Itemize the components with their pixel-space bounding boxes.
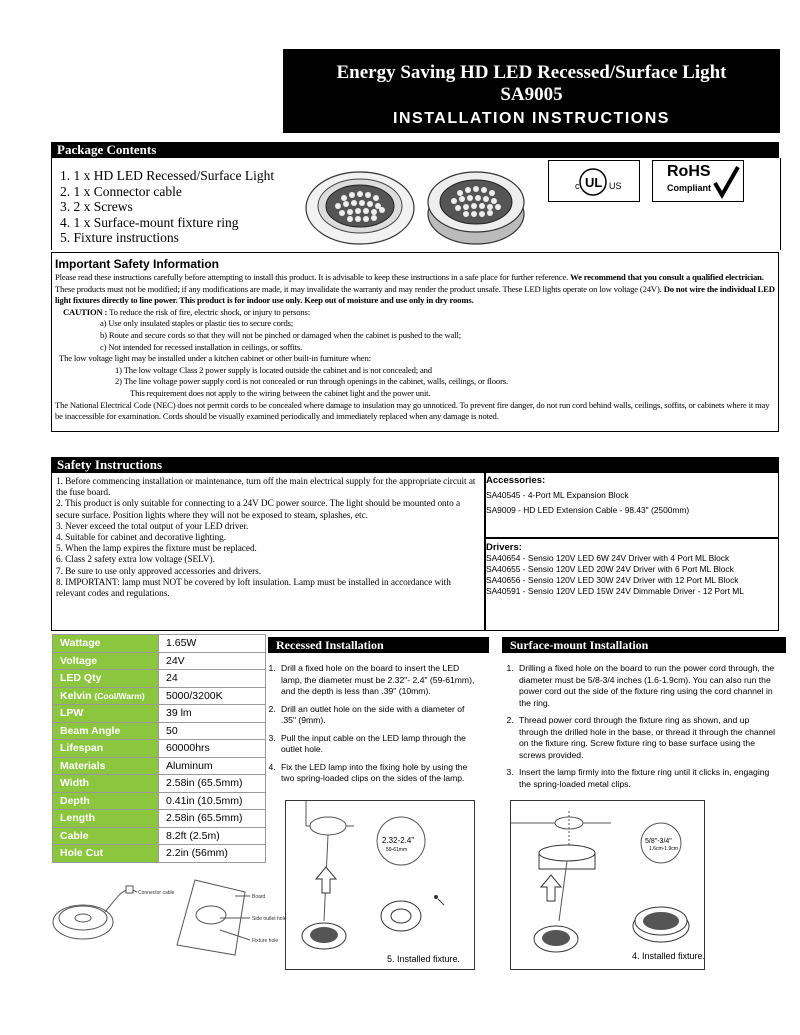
model-number: SA9005 <box>500 84 563 105</box>
list-item: 2. 1 x Connector cable <box>60 183 182 199</box>
fixture-photos <box>304 162 534 250</box>
spec-label: Depth <box>53 792 159 810</box>
table-row <box>53 810 266 828</box>
table-row <box>53 740 266 758</box>
list-item: 2. Drill an outlet hole on the side with a diameter of .35" (9mm). <box>278 704 480 727</box>
safety-intro: Please read these instructions carefully before attempting to install this product. It is advisable to keep these instructions in a safe place for further reference. We recommend that you consult a qualified electrician. These products must not be modified; if any modifications are made, it may invalidate the warranty and may render the product unsafe. These LED lights operate on low voltage (24V). Do not wire the individual LED light fixtures directly to line power. This product is for indoor use only. Keep out of moisture and use only in dry rooms. <box>55 272 775 306</box>
rohs-compliant-label: Compliant <box>667 183 711 193</box>
spec-label: Kelvin (Cool/Warm) <box>53 687 159 705</box>
spec-value: 1.65W <box>159 635 266 653</box>
list-item: 3. 2 x Screws <box>60 199 133 214</box>
list-item: 5. Fixture instructions <box>60 230 179 245</box>
rohs-label: RoHS <box>667 163 711 180</box>
spec-value: 24 <box>159 670 266 688</box>
list-item: 3. Insert the lamp firmly into the fixture ring until it clicks in, engaging the spring-loaded metal clips. <box>516 767 780 790</box>
recessed-installation-heading: Recessed Installation <box>268 637 489 653</box>
safety-information-text <box>55 272 775 423</box>
svg-text:c: c <box>575 181 580 191</box>
spec-value: Aluminum <box>159 757 266 775</box>
svg-text:US: US <box>609 181 622 191</box>
table-row <box>53 687 266 705</box>
page-subtitle: INSTALLATION INSTRUCTIONS <box>393 110 670 127</box>
list-item: SA40545 - 4-Port ML Expansion Block <box>486 490 629 500</box>
list-item: 4. 1 x Surface-mount fixture ring <box>60 214 239 230</box>
hole-diameter-cm-label: 1.6cm-1.9cm <box>649 846 678 852</box>
rohs-compliant-badge <box>652 160 744 202</box>
spec-value: 2.2in (56mm) <box>159 845 266 863</box>
safety-information-section <box>51 252 779 432</box>
spec-value: 0.41in (10.5mm) <box>159 792 266 810</box>
table-row <box>53 722 266 740</box>
fixture-photo-surface <box>428 172 524 244</box>
table-row <box>53 827 266 845</box>
spec-value: 8.2ft (2.5m) <box>159 827 266 845</box>
svg-text:UL: UL <box>585 175 603 190</box>
spec-label: Beam Angle <box>53 722 159 740</box>
side-outlet-hole-label: Side outlet hole <box>252 916 287 922</box>
table-row <box>53 705 266 723</box>
caution-item: a) Use only insulated staples or plastic ties to secure cords; <box>100 318 294 329</box>
spec-value: 50 <box>159 722 266 740</box>
spec-value: 60000hrs <box>159 740 266 758</box>
page-title: Energy Saving HD LED Recessed/Surface Light <box>336 62 727 83</box>
fixture-hole-label: Fixture hole <box>252 938 279 944</box>
list-item: 1. Drilling a fixed hole on the board to run the power cord through, the diameter must be 5/8-3/4 inches (1.6-1.9cm). You can also run the power cord out the side of the fixture ring using the cord channel in the ring. <box>516 663 780 709</box>
list-item: 1. Before commencing installation or maintenance, turn off the main electrical supply for the appropriate circuit at the fuse board. <box>56 477 476 499</box>
list-item: SA40654 - Sensio 120V LED 6W 24V Driver with 4 Port ML Block <box>486 553 730 563</box>
low-voltage-line: The low voltage light may be installed under a kitchen cabinet or other built-in furniture when: <box>59 353 371 364</box>
lamp-with-cable-drawing <box>53 886 137 939</box>
recessed-illustration <box>285 800 475 970</box>
divider <box>484 537 779 539</box>
ul-cert-logo <box>548 160 640 202</box>
surface-caption: 4. Installed fixture. <box>632 951 706 961</box>
table-row <box>53 792 266 810</box>
package-contents-heading: Package Contents <box>51 142 779 158</box>
connector-cable-label: Connector cable <box>138 890 175 896</box>
ul-listed-icon <box>549 161 638 200</box>
hole-diameter-label: 5/8"-3/4" <box>645 838 672 845</box>
spec-label: Wattage <box>53 635 159 653</box>
low-voltage-note: This requirement does not apply to the wiring between the cabinet light and the power unit. <box>130 387 431 398</box>
wiring-diagram <box>45 870 287 965</box>
package-list <box>60 168 274 246</box>
list-item: 1. 1 x HD LED Recessed/Surface Light <box>60 168 275 183</box>
recessed-steps <box>266 663 480 791</box>
list-item: SA9009 - HD LED Extension Cable - 98.43" (2500mm) <box>486 505 690 515</box>
table-row <box>53 635 266 653</box>
drivers-title: Drivers: <box>486 542 522 553</box>
spec-value: 24V <box>159 652 266 670</box>
table-row <box>53 652 266 670</box>
hole-diameter-label: 2.32-2.4" <box>382 836 415 845</box>
spec-label: Lifespan <box>53 740 159 758</box>
surface-steps <box>504 663 780 796</box>
list-item: 7. Be sure to use only approved accessories and drivers. <box>56 566 262 577</box>
safety-information-title: Important Safety Information <box>55 257 220 271</box>
spec-label: Cable <box>53 827 159 845</box>
spec-value: 39 lm <box>159 705 266 723</box>
low-voltage-item: 2) The line voltage power supply cord is not concealed or run through openings in the cabinet, walls, ceilings, or floors. <box>115 376 508 387</box>
nec-note: The National Electrical Code (NEC) does not permit cords to be concealed where damage to insulation may go unnoticed. To prevent fire danger, do not run cord behind walls, ceilings, soffits, or cabinets where it may be inaccessible for examination. Cords should be visually examined periodically and immediately replaced when any damage is noted. <box>55 399 770 422</box>
caution-item: b) Route and secure cords so that they will not be pinched or damaged when the cabinet is pushed to the wall; <box>100 329 461 340</box>
caution-item: c) Not intended for recessed installation in ceilings, or soffits. <box>100 341 303 352</box>
table-row <box>53 757 266 775</box>
caution-line: CAUTION : To reduce the risk of fire, electric shock, or injury to persons: <box>63 306 310 317</box>
spec-label: Materials <box>53 757 159 775</box>
spec-value: 2.58in (65.5mm) <box>159 810 266 828</box>
fixture-photo-recessed <box>306 172 414 244</box>
list-item: 1. Drill a fixed hole on the board to insert the LED lamp, the diameter must be 2.32"- 2.4" (59-61mm), and the depth is less than .39" (10mm). <box>278 663 480 698</box>
surface-installation-heading: Surface-mount Installation <box>502 637 786 653</box>
list-item: SA40591 - Sensio 120V LED 15W 24V Dimmable Driver - 12 Port ML <box>486 586 744 596</box>
list-item: 3. Pull the input cable on the LED lamp through the outlet hole. <box>278 733 480 756</box>
package-contents-section <box>51 158 781 250</box>
hole-diameter-mm-label: 59-61mm <box>386 847 408 853</box>
title-banner <box>283 49 780 133</box>
recessed-diagram-drawing <box>286 801 474 969</box>
low-voltage-item: 1) The low voltage Class 2 power supply is located outside the cabinet and is not concealed; and <box>115 364 432 375</box>
spec-label: Length <box>53 810 159 828</box>
list-item: SA40656 - Sensio 120V LED 30W 24V Driver with 12 Port ML Block <box>486 575 739 585</box>
spec-label: Width <box>53 775 159 793</box>
accessories-title: Accessories: <box>486 475 546 486</box>
spec-label: Voltage <box>53 652 159 670</box>
drivers-block <box>486 542 780 597</box>
specifications-table <box>52 634 266 863</box>
surface-diagram-drawing <box>511 801 704 969</box>
safety-instructions-section <box>51 473 779 631</box>
list-item: SA40655 - Sensio 120V LED 20W 24V Driver with 6 Port ML Block <box>486 564 734 574</box>
safety-instructions-heading: Safety Instructions <box>51 457 779 473</box>
table-row <box>53 670 266 688</box>
spec-value: 5000/3200K <box>159 687 266 705</box>
accessories-block <box>486 475 776 516</box>
spec-label: LED Qty <box>53 670 159 688</box>
spec-value: 2.58in (65.5mm) <box>159 775 266 793</box>
table-row <box>53 775 266 793</box>
list-item: 4. Suitable for cabinet and decorative lighting. <box>56 533 227 544</box>
spec-label: LPW <box>53 705 159 723</box>
list-item: 5. When the lamp expires the fixture must be replaced. <box>56 544 257 555</box>
table-row <box>53 845 266 863</box>
list-item: 8. IMPORTANT: lamp must NOT be covered by loft insulation. Lamp must be installed in accordance with relevant codes and regulations. <box>56 577 451 600</box>
list-item: 2. Thread power cord through the fixture ring as shown, and up through the drilled hole in the base, or thread it through the channel on the fixture ring. Screw fixture ring to base surface using the screws provided. <box>516 715 780 761</box>
board-drawing <box>177 880 250 955</box>
recessed-caption: 5. Installed fixture. <box>387 954 461 964</box>
board-label: Board <box>252 894 266 900</box>
list-item: 3. Never exceed the total output of your LED driver. <box>56 521 249 532</box>
list-item: 6. Class 2 safety extra low voltage (SELV). <box>56 555 215 566</box>
safety-instructions-list <box>56 477 480 600</box>
checkmark-icon <box>711 165 741 199</box>
spec-label: Hole Cut <box>53 845 159 863</box>
list-item: 2. This product is only suitable for connecting to a 24V DC power source. The light should be mounted onto a secure surface. Position lights where they will not be exposed to steam, splashes, etc. <box>56 499 461 521</box>
surface-illustration <box>510 800 705 970</box>
list-item: 4. Fix the LED lamp into the fixing hole by using the two spring-loaded clips on the sides of the lamp. <box>278 762 480 785</box>
